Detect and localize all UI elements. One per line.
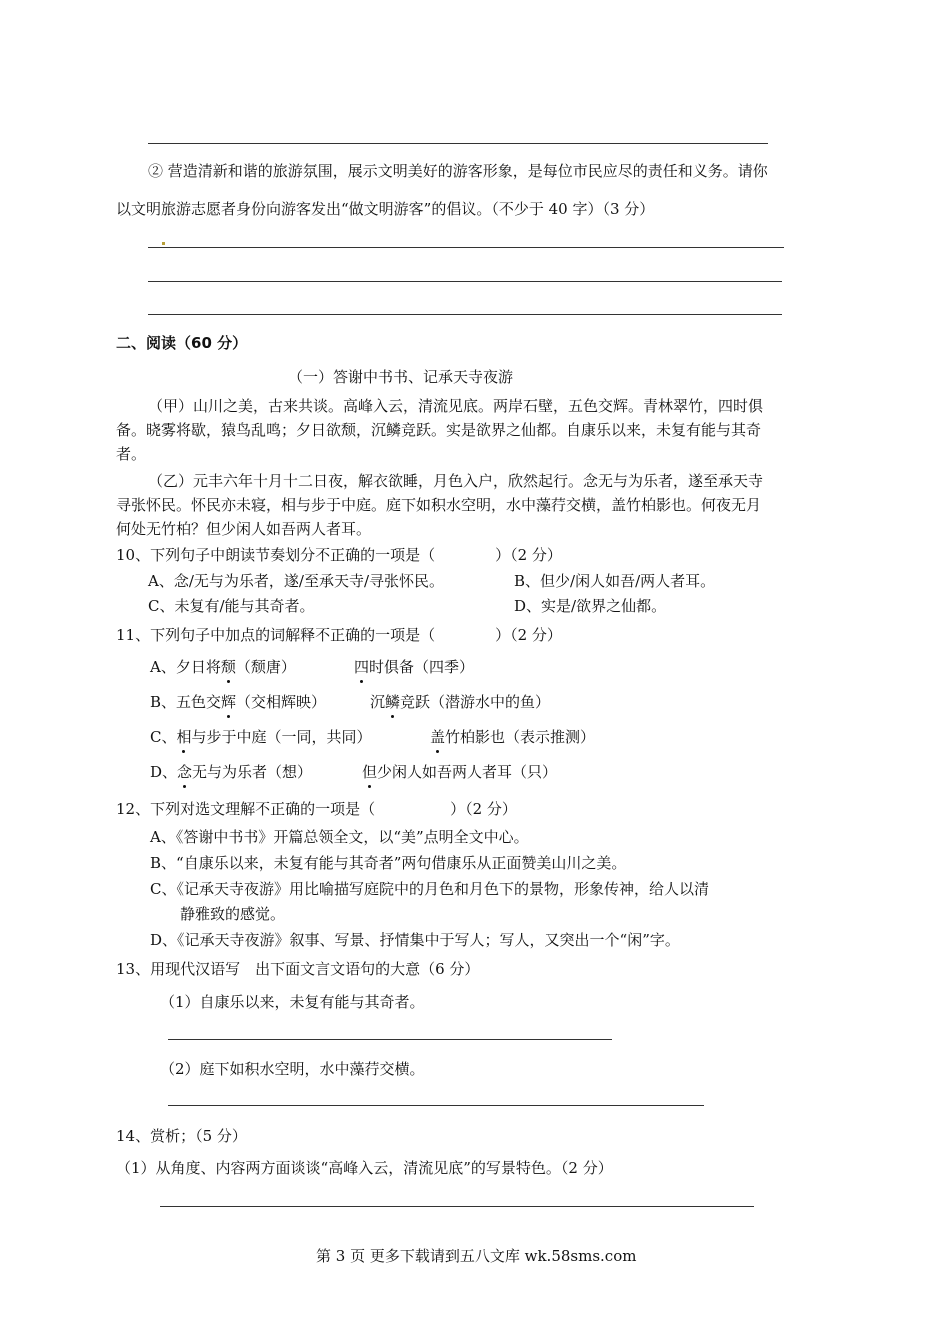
passage-line: （甲）山川之美，古来共谈。高峰入云，清流见底。两岸石壁，五色交辉。青林翠竹，四时俱 [148,397,764,415]
option-c-second [430,726,595,747]
answer-line [168,1105,704,1106]
passage-line: 何处无竹柏？但少闲人如吾两人者耳。 [116,520,372,538]
option-text: 无与为乐者（想） [192,763,313,781]
option-text: C、 [150,728,177,746]
dotted-word: 四 [354,658,370,676]
option-c-cont: 静雅致的感觉。 [180,905,286,923]
question-text: ② 营造清新和谐的旅游氛围，展示文明美好的游客形象，是每位市民应尽的责任和义务。请你 [148,162,768,180]
passage-line: （乙）元丰六年十月十二日夜，解衣欲睡，月色入户，欣然起行。念无与为乐者，遂至承天寺 [148,472,764,490]
question-stem: 10、下列句子中朗读节奏划分不正确的一项是（ ）（2 分） [116,546,562,564]
sub-question: （2）庭下如积水空明，水中藻荇交横。 [160,1060,425,1078]
dotted-word: 鳞 [385,693,401,711]
option-a: A、念/无与为乐者，遂/至承天寺/寻张怀民。 [148,572,444,590]
answer-line [160,1206,754,1207]
question-stem: 12、下列对选文理解不正确的一项是（ ）（2 分） [116,800,517,818]
option-d: D、《记承天寺夜游》叙事、写景、抒情集中于写人；写人，又突出一个“闲”字。 [150,931,680,949]
option-c: C、《记承天寺夜游》用比喻描写庭院中的月色和月色下的景物，形象传神，给人以清 [150,880,709,898]
option-text: D、 [150,763,178,781]
answer-line [148,281,782,282]
option-d: D、实是/欲界之仙都。 [514,597,667,615]
option-text: 与步于中庭（一同，共同） [191,728,372,746]
answer-line [168,1039,612,1040]
answer-line [148,314,782,315]
option-text: （交相辉映） [236,693,327,711]
sub-question: （1）从角度、内容两方面谈谈“高峰入云，清流见底”的写景特色。（2 分） [116,1159,613,1177]
option-b [150,691,326,712]
passage-line: 者。 [116,445,147,463]
marker-dot [162,242,165,245]
option-c [150,726,372,747]
question-stem: 13、用现代汉语写 出下面文言文语句的大意（6 分） [116,960,480,978]
passage-line: 备。晓雾将歇，猿鸟乱鸣；夕日欲颓，沉鳞竞跃。实是欲界之仙都。自康乐以来，未复有能与其奇 [116,421,762,439]
dotted-word: 盖 [430,728,446,746]
section-heading: 二、阅读（60 分） [116,334,248,352]
dotted-word: 颓 [220,658,236,676]
answer-line [148,247,784,248]
dotted-word: 相 [176,728,192,746]
option-text: B、五色交 [150,693,222,711]
option-text: 沉 [370,693,386,711]
option-c: C、未复有/能与其奇者。 [148,597,315,615]
option-a [150,656,296,677]
dotted-word: 辉 [221,693,237,711]
option-text: 时俱备（四季） [369,658,475,676]
option-b: B、“自康乐以来，未复有能与其奇者”两句借康乐从正面赞美山川之美。 [150,854,627,872]
option-text: （颓唐） [235,658,296,676]
passage-line: 寻张怀民。怀民亦未寝，相与步于中庭。庭下如积水空明，水中藻荇交横，盖竹柏影也。何夜无月 [116,496,762,514]
dotted-word: 念 [177,763,193,781]
dotted-word: 但 [362,763,378,781]
question-stem: 11、下列句子中加点的词解释不正确的一项是（ ）（2 分） [116,626,562,644]
sub-question: （1）自康乐以来，未复有能与其奇者。 [160,993,425,1011]
option-text: 竹柏影也（表示推测） [445,728,596,746]
option-d [150,761,312,782]
option-b: B、但少/闲人如吾/两人者耳。 [514,572,716,590]
option-d-second [362,761,557,782]
option-text: 少闲人如吾两人者耳（只） [377,763,558,781]
passage-subtitle: （一）答谢中书书、记承天寺夜游 [288,368,514,386]
option-a: A、《答谢中书书》开篇总领全文，以“美”点明全文中心。 [150,828,529,846]
question-stem: 14、赏析；（5 分） [116,1127,247,1145]
answer-line [148,143,768,144]
page-footer: 第 3 页 更多下载请到五八文库 wk.58sms.com [316,1247,637,1265]
option-a-second [354,656,474,677]
option-text: A、夕日将 [150,658,221,676]
option-text: 竞跃（潜游水中的鱼） [400,693,551,711]
option-b-second [370,691,550,712]
question-text: 以文明旅游志愿者身份向游客发出“做文明游客”的倡议。（不少于 40 字）（3 分） [116,200,655,218]
